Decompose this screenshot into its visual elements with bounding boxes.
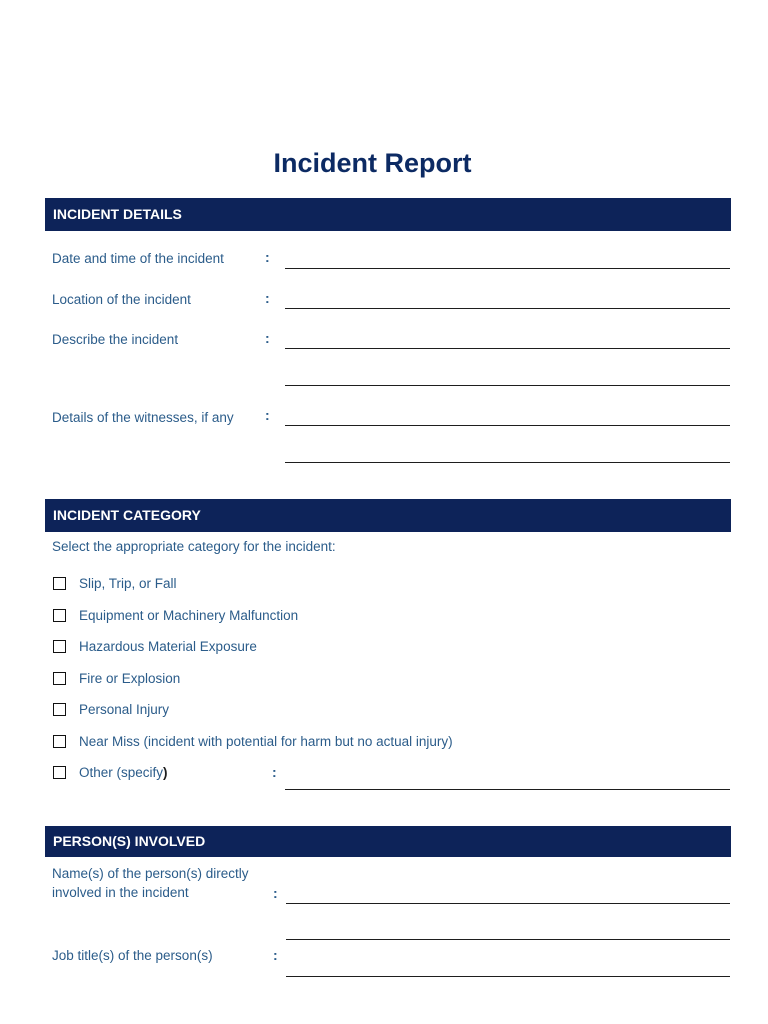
option-label: Near Miss (incident with potential for harm but no actual injury) (79, 734, 453, 749)
checkbox-equipment-malfunction[interactable] (53, 609, 66, 622)
checkbox-personal-injury[interactable] (53, 703, 66, 716)
page-title: Incident Report (273, 148, 472, 178)
section-header-label: INCIDENT CATEGORY (53, 507, 201, 523)
option-label: Personal Injury (79, 702, 170, 717)
checkbox-slip-trip-fall[interactable] (53, 577, 66, 590)
witnesses-label: Details of the witnesses, if any (52, 410, 234, 425)
names-label-line-1: Name(s) of the person(s) directly (52, 866, 249, 881)
witnesses-field-line-1[interactable] (285, 425, 730, 426)
section-header-persons-involved (45, 826, 731, 857)
other-label-paren: ) (163, 765, 168, 780)
checkbox-hazardous-material[interactable] (53, 640, 66, 653)
other-label-text: Other (specify (79, 765, 164, 780)
separator-colon: : (265, 407, 270, 423)
checkbox-fire-explosion[interactable] (53, 672, 66, 685)
date-time-label: Date and time of the incident (52, 251, 224, 266)
separator-colon: : (273, 947, 278, 963)
category-instruction: Select the appropriate category for the incident: (52, 539, 336, 554)
separator-colon: : (272, 764, 277, 780)
checkbox-other[interactable] (53, 766, 66, 779)
separator-colon: : (265, 290, 270, 306)
date-time-field[interactable] (285, 268, 730, 269)
names-field-line-1[interactable] (286, 903, 730, 904)
location-field[interactable] (285, 308, 730, 309)
section-header-incident-details (45, 198, 731, 231)
names-label-line-2: involved in the incident (52, 885, 189, 900)
other-label (79, 763, 168, 782)
section-header-label: INCIDENT DETAILS (53, 206, 182, 222)
section-header-incident-category (45, 499, 731, 532)
option-label: Equipment or Machinery Malfunction (79, 608, 299, 623)
witnesses-field-line-2[interactable] (285, 462, 730, 463)
job-title-field[interactable] (286, 976, 730, 977)
describe-field-line-1[interactable] (285, 348, 730, 349)
location-label: Location of the incident (52, 292, 191, 307)
names-field-line-2[interactable] (286, 939, 730, 940)
option-label: Hazardous Material Exposure (79, 639, 257, 654)
other-specify-field[interactable] (285, 789, 730, 790)
separator-colon: : (265, 330, 270, 346)
job-title-label: Job title(s) of the person(s) (52, 948, 213, 963)
separator-colon: : (273, 885, 278, 901)
option-label: Slip, Trip, or Fall (79, 576, 177, 591)
describe-field-line-2[interactable] (285, 385, 730, 386)
section-header-label: PERSON(S) INVOLVED (53, 833, 206, 849)
separator-colon: : (265, 249, 270, 265)
describe-label: Describe the incident (52, 332, 179, 347)
option-label: Fire or Explosion (79, 671, 181, 686)
checkbox-near-miss[interactable] (53, 735, 66, 748)
